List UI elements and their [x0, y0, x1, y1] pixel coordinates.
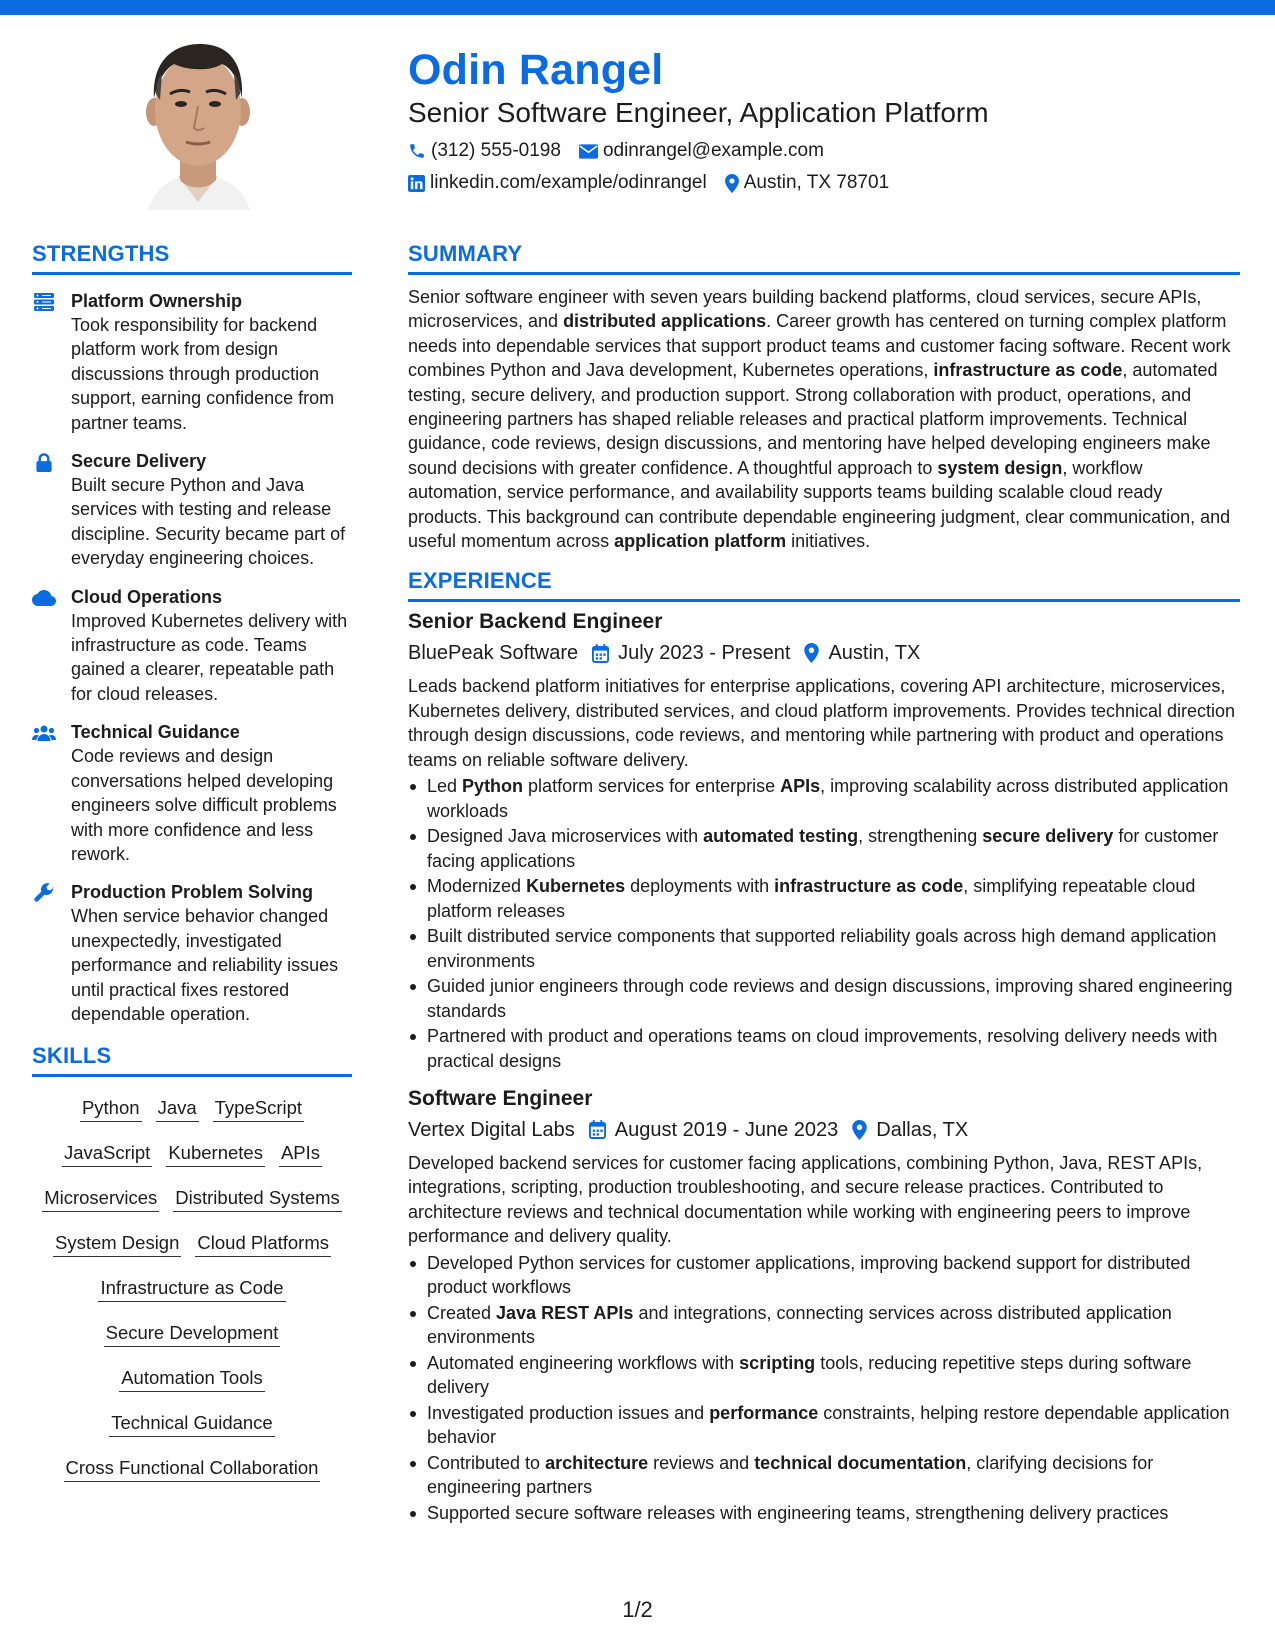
contact-row-1: [408, 136, 1248, 166]
bold-text: infrastructure as code: [774, 876, 964, 897]
skill-tag: TypeScript: [213, 1097, 304, 1122]
text-segment: platform services for enterprise: [523, 776, 781, 797]
text-segment: , strengthening: [858, 826, 983, 847]
bold-text: APIs: [780, 776, 821, 797]
skill-row: [32, 1232, 352, 1257]
strength-item: [32, 449, 352, 571]
phone-contact[interactable]: [408, 136, 561, 166]
envelope-icon: [579, 144, 598, 159]
server-icon: [32, 291, 56, 313]
bold-text: technical documentation: [754, 1452, 967, 1473]
candidate-title: Senior Software Engineer, Application Platform: [408, 97, 989, 128]
right-column: [408, 240, 1240, 1525]
text-segment: constraints, helping restore dependable application behavior: [427, 1402, 1230, 1447]
job-entry: [408, 608, 1240, 1072]
bold-text: Python: [462, 776, 524, 797]
bold-text: automated testing: [703, 826, 859, 847]
summary-text: [408, 285, 1240, 553]
text-segment: , workflow automation, service performance, and availability supports teams building scalable cloud ready products. This background can contribute dependable engineering judgment, clear communication, and useful momentum across: [408, 457, 1231, 552]
skill-row: [32, 1322, 352, 1347]
bold-text: performance: [709, 1402, 819, 1423]
page-number: 1/2: [622, 1597, 653, 1622]
bullet-item: [408, 1351, 1240, 1400]
resume-header: [408, 40, 1248, 198]
bullet-item: [408, 1451, 1240, 1500]
bold-text: architecture: [545, 1452, 649, 1473]
text-segment: initiatives.: [786, 531, 871, 552]
email-address: odinrangel@example.com: [602, 140, 824, 161]
bullet-item: [408, 924, 1240, 973]
text-segment: , automated testing, secure delivery, and production support. Strong collaboration with product, operations, and engineering partners has shaped reliable releases and practical platform improvements. Technical guidance, code reviews, design discussions, and mentoring have helped developing engineers make sound decisions with greater confidence. A thoughtful approach to: [408, 360, 1218, 478]
strength-title: Cloud Operations: [71, 586, 223, 607]
strength-title: Production Problem Solving: [71, 882, 314, 903]
text-segment: Senior software engineer with seven years building backend platforms, cloud services, secure APIs, microservices, and: [408, 287, 1202, 332]
job-location: Dallas, TX: [876, 1118, 969, 1141]
strength-desc: Code reviews and design conversations helped developing engineers solve difficult problems with more confidence and less rework.: [71, 746, 337, 864]
text-segment: for customer facing applications: [427, 826, 1219, 871]
profile-photo: [126, 24, 270, 210]
text-segment: Modernized: [427, 876, 527, 897]
text-segment: , clarifying decisions for engineering partners: [427, 1452, 1154, 1497]
bullet-item: [408, 1251, 1240, 1300]
skill-tag: System Design: [53, 1232, 181, 1257]
bullet-item: [408, 774, 1240, 823]
text-segment: Built distributed service components that supported reliability goals across high demand application environments: [427, 926, 1217, 971]
text-segment: Partnered with product and operations teams on cloud improvements, resolving delivery needs with practical designs: [427, 1026, 1218, 1071]
location-text: Austin, TX 78701: [743, 172, 890, 193]
skill-tag: Secure Development: [104, 1322, 281, 1347]
strength-title: Platform Ownership: [71, 291, 243, 311]
job-dates: July 2023 - Present: [618, 642, 791, 665]
strength-title: Secure Delivery: [71, 451, 207, 472]
job-meta: [408, 638, 1240, 668]
strength-item: [32, 880, 352, 1026]
job-description: Developed backend services for customer facing applications, combining Python, Java, REST APIs, integrations, scripting, production troubleshooting, and secure release practices. Contributed to architecture reviews and technical documentation while working with engineering peers to improve performance and delivery quality.: [408, 1152, 1203, 1247]
skills-heading: SKILLS: [32, 1042, 352, 1077]
cloud-icon: [32, 587, 56, 609]
skill-tag: Python: [80, 1097, 142, 1122]
company-name: Vertex Digital Labs: [408, 1118, 575, 1141]
experience-list: [408, 608, 1240, 1524]
skill-row: [32, 1457, 352, 1482]
linkedin-url: linkedin.com/example/odinrangel: [430, 172, 707, 193]
bold-text: application platform: [614, 531, 787, 552]
job-title: Software Engineer: [408, 1086, 593, 1110]
bold-text: system design: [937, 457, 1063, 478]
text-segment: tools, reducing repetitive steps during software delivery: [427, 1352, 1192, 1397]
phone-icon: [408, 142, 426, 160]
skill-tag: Cross Functional Collaboration: [64, 1457, 321, 1482]
bold-text: secure delivery: [982, 826, 1114, 847]
job-location: Austin, TX: [828, 642, 921, 665]
job-description: Leads backend platform initiatives for enterprise applications, covering API architecture, microservices, Kubernetes delivery, distributed services, and cloud platform improvements. Provides technical direction through design discussions, code reviews, and mentoring while partnering with product and operations teams on reliable software delivery.: [408, 676, 1236, 770]
strengths-heading: STRENGTHS: [32, 240, 352, 275]
text-segment: reviews and: [648, 1452, 755, 1473]
strength-item: [32, 720, 352, 866]
strength-desc: Took responsibility for backend platform work from design discussions through production support, earning confidence from partner teams.: [71, 315, 335, 433]
linkedin-contact[interactable]: [408, 168, 707, 198]
summary-heading: SUMMARY: [408, 240, 1240, 275]
bold-text: scripting: [739, 1352, 816, 1373]
text-segment: deployments with: [625, 876, 775, 897]
calendar-icon: [592, 644, 609, 663]
skill-row: [32, 1412, 352, 1437]
job-entry: [408, 1085, 1240, 1525]
text-segment: . Career growth has centered on turning complex platform needs into dependable services that support product teams and customer facing software. Recent work combines Python and Java development, Kubernetes operations,: [408, 311, 1231, 381]
skill-tag: Java: [156, 1097, 199, 1122]
strength-desc: Built secure Python and Java services with testing and release discipline. Security became part of everyday engineering choices.: [71, 475, 346, 569]
bullet-item: [408, 874, 1240, 923]
text-segment: , simplifying repeatable cloud platform releases: [427, 876, 1196, 921]
text-segment: and integrations, connecting services across distributed application environments: [427, 1302, 1172, 1347]
skill-tag: JavaScript: [62, 1142, 152, 1167]
email-contact[interactable]: [579, 136, 824, 166]
bullet-item: [408, 1301, 1240, 1350]
skill-tag: Distributed Systems: [173, 1187, 342, 1212]
strength-item: [32, 289, 352, 435]
bold-text: Java REST APIs: [496, 1302, 634, 1323]
text-segment: Led: [427, 776, 463, 797]
skill-tag: Microservices: [42, 1187, 159, 1212]
skill-tag: Automation Tools: [119, 1367, 265, 1392]
skill-tag: Cloud Platforms: [195, 1232, 331, 1257]
skill-tag: Infrastructure as Code: [98, 1277, 285, 1302]
skill-row: [32, 1097, 352, 1122]
strength-title: Technical Guidance: [71, 722, 240, 743]
bullet-item: [408, 1401, 1240, 1450]
job-title: Senior Backend Engineer: [408, 610, 663, 634]
text-segment: Contributed to: [427, 1452, 546, 1473]
location-contact: [725, 168, 889, 198]
skills-list: [32, 1097, 352, 1482]
job-bullets: [408, 1251, 1240, 1525]
text-segment: , improving scalability across distributed application workloads: [427, 776, 1229, 821]
text-segment: Guided junior engineers through code reviews and design discussions, improving shared engineering standards: [427, 976, 1233, 1021]
skill-row: [32, 1142, 352, 1167]
left-column: [32, 240, 352, 1482]
bold-text: Kubernetes: [526, 876, 626, 897]
skill-tag: Kubernetes: [166, 1142, 265, 1167]
bold-text: distributed applications: [563, 311, 767, 332]
text-segment: Designed Java microservices with: [427, 826, 704, 847]
experience-heading: EXPERIENCE: [408, 567, 1240, 602]
bullet-item: [408, 1501, 1240, 1525]
calendar-icon: [589, 1120, 606, 1139]
users-icon: [32, 722, 56, 744]
skill-tag: APIs: [279, 1142, 322, 1167]
text-segment: Developed Python services for customer applications, improving backend support for distributed product workflows: [427, 1252, 1191, 1297]
job-meta: [408, 1115, 1240, 1145]
job-bullets: [408, 774, 1240, 1073]
linkedin-icon: [408, 175, 425, 192]
candidate-name: Odin Rangel: [408, 46, 664, 94]
map-pin-icon: [804, 643, 819, 663]
map-pin-icon: [852, 1120, 867, 1140]
text-segment: Created: [427, 1302, 497, 1323]
strength-item: [32, 585, 352, 707]
skill-row: [32, 1187, 352, 1212]
skill-tag: Technical Guidance: [109, 1412, 274, 1437]
text-segment: Investigated production issues and: [427, 1402, 710, 1423]
bold-text: infrastructure as code: [933, 360, 1123, 381]
skills-section: [32, 1042, 352, 1482]
text-segment: Automated engineering workflows with: [427, 1352, 740, 1373]
strength-desc: When service behavior changed unexpectedly, investigated performance and reliability issues until practical fixes restored dependable operation.: [71, 906, 339, 1024]
phone-number: (312) 555-0198: [431, 140, 561, 161]
skill-row: [32, 1367, 352, 1392]
wrench-icon: [32, 882, 56, 904]
bullet-item: [408, 974, 1240, 1023]
job-dates: August 2019 - June 2023: [614, 1118, 839, 1141]
company-name: BluePeak Software: [408, 642, 579, 665]
lock-icon: [32, 451, 56, 473]
text-segment: Supported secure software releases with engineering teams, strengthening delivery practices: [427, 1502, 1169, 1523]
top-accent-bar: [0, 0, 1275, 15]
bullet-item: [408, 824, 1240, 873]
map-pin-icon: [725, 174, 739, 193]
bullet-item: [408, 1024, 1240, 1073]
strength-desc: Improved Kubernetes delivery with infrastructure as code. Teams gained a clearer, repeatable path for cloud releases.: [71, 610, 348, 704]
contact-row-2: [408, 168, 1248, 198]
skill-row: [32, 1277, 352, 1302]
